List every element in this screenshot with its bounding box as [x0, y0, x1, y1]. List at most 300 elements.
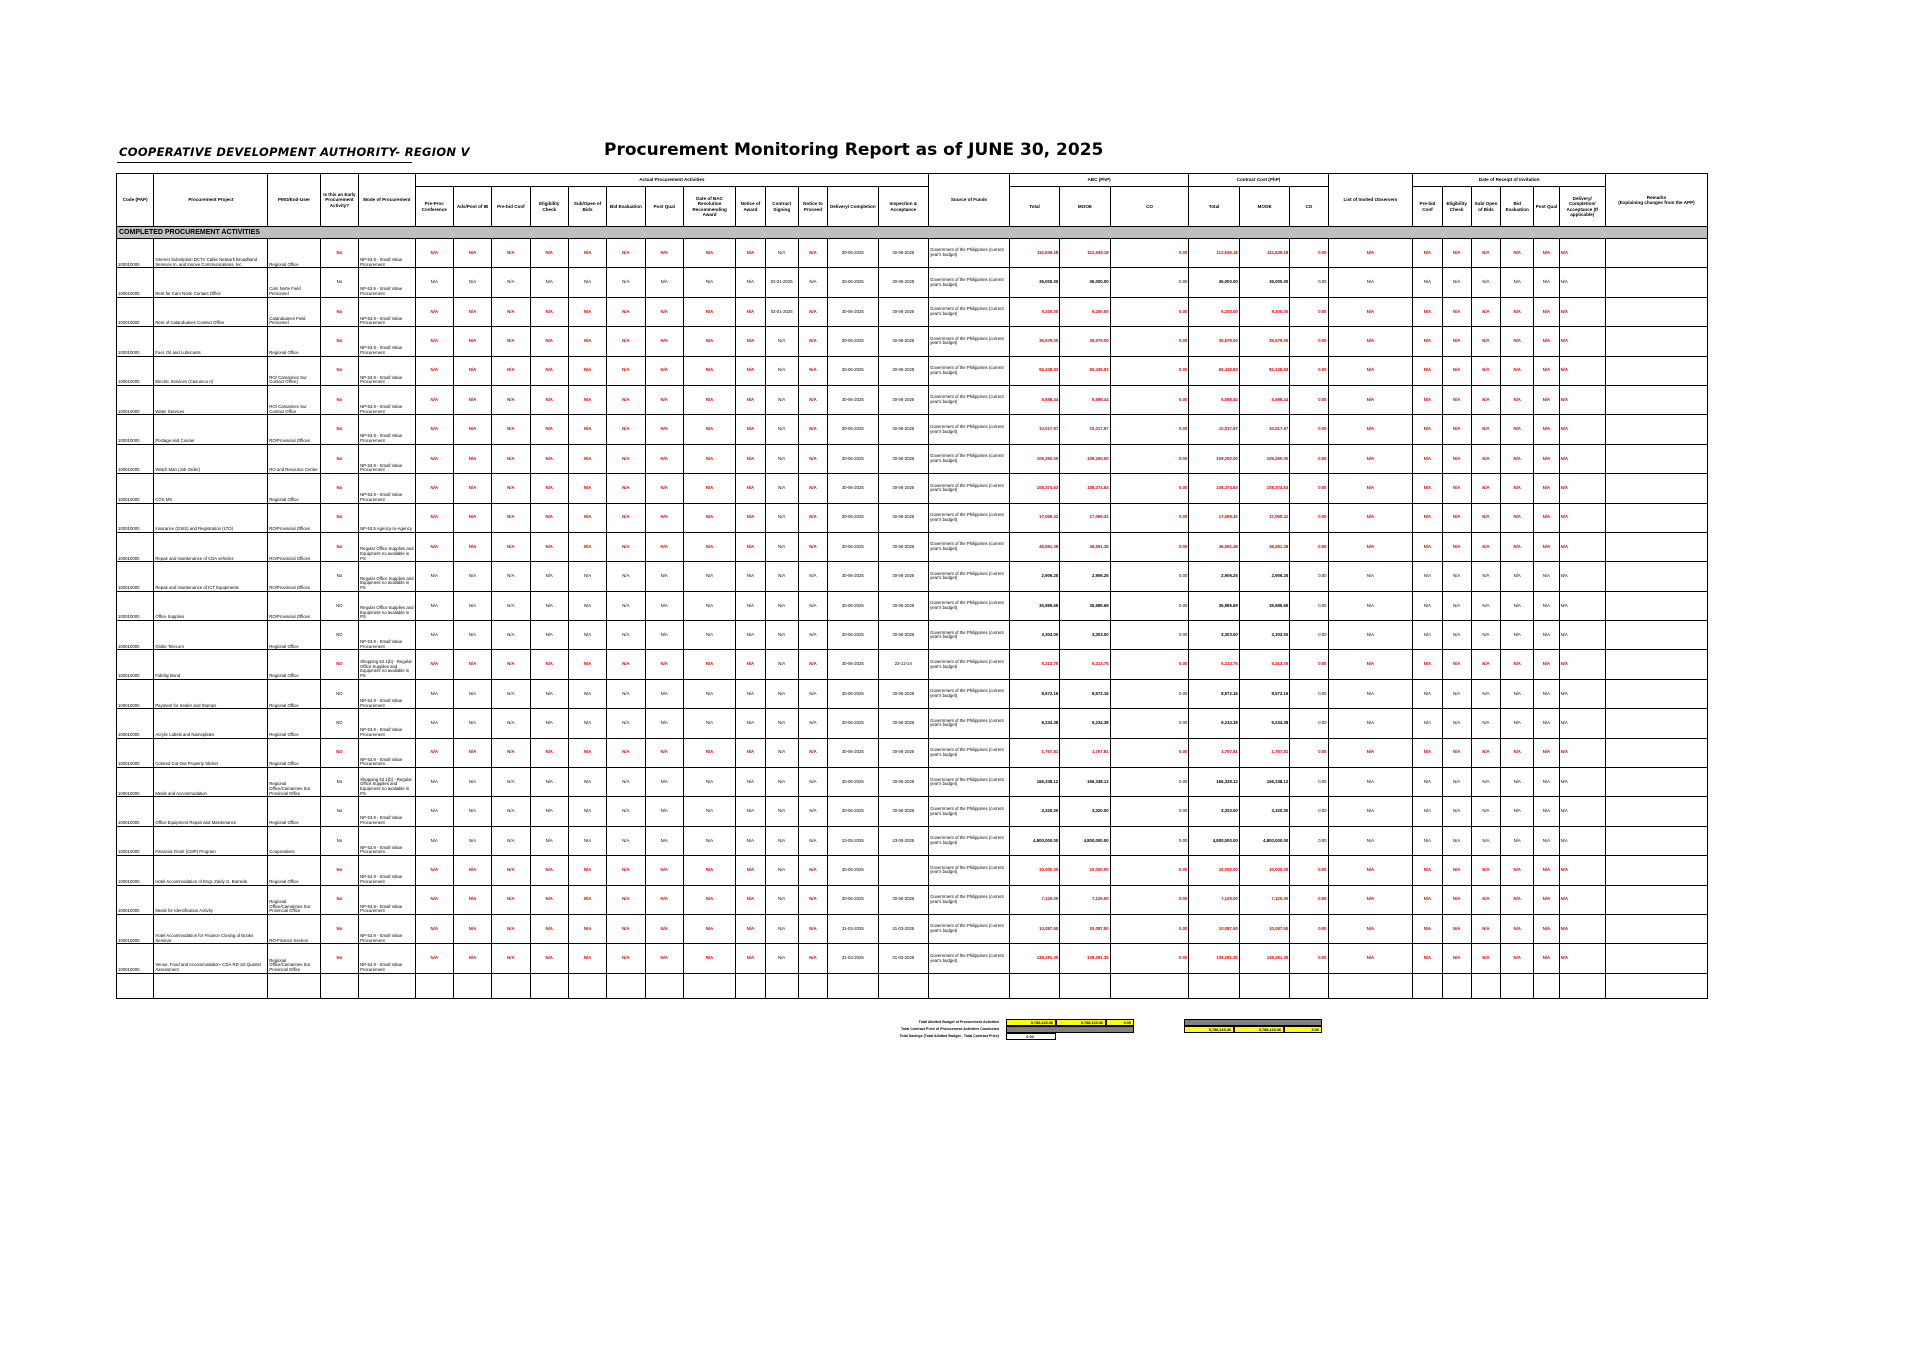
- table-row: [117, 885, 1708, 914]
- total-allotted-mooe: 5,788,123.36: [1056, 1019, 1106, 1026]
- preproc-cell: N/A: [415, 679, 453, 708]
- remarks-cell: [1605, 797, 1707, 826]
- abc-mooe-cell: 3,320.00: [1060, 797, 1110, 826]
- abc-co-cell: 0.00: [1110, 239, 1189, 268]
- code-cell: 100010000: [117, 914, 154, 943]
- postqual-cell: N/A: [645, 474, 683, 503]
- observers-cell: N/A: [1328, 297, 1413, 326]
- project-cell: Office Supplies: [154, 591, 268, 620]
- early-cell: No: [320, 444, 358, 473]
- table-row: [117, 856, 1708, 885]
- subopen-cell: N/A: [568, 944, 606, 973]
- inv-post-cell: N/A: [1534, 591, 1559, 620]
- preproc-cell: N/A: [415, 532, 453, 561]
- ntp-cell: N/A: [798, 621, 827, 650]
- noa-cell: N/A: [736, 415, 765, 444]
- bac-cell: N/A: [683, 621, 735, 650]
- table-row: [117, 650, 1708, 679]
- funds-cell: Government of the Philippines (current year's budget): [929, 768, 1010, 797]
- inv-sub-cell: N/A: [1471, 239, 1500, 268]
- prebid-cell: N/A: [492, 474, 530, 503]
- empty-cell: [878, 973, 929, 998]
- cc-mooe-cell: 9,234.38: [1239, 709, 1289, 738]
- total-allotted-label: Total Allotted Budget of Procurement Activities: [918, 1020, 999, 1024]
- mode-cell: Regular Office Supplies and Equipment no available in PS: [359, 532, 415, 561]
- preproc-cell: N/A: [415, 650, 453, 679]
- inspection-cell: 30-06-2025: [878, 621, 929, 650]
- contract-signing-cell: N/A: [765, 415, 798, 444]
- abc-mooe-cell: 108,374.63: [1060, 474, 1110, 503]
- bideval-cell: N/A: [607, 385, 645, 414]
- project-cell: Meals and Accommodation: [154, 768, 268, 797]
- code-cell: 100010000: [117, 268, 154, 297]
- elig-cell: N/A: [530, 679, 568, 708]
- remarks-cell: [1605, 768, 1707, 797]
- noa-cell: N/A: [736, 650, 765, 679]
- abc-co-cell: 0.00: [1110, 650, 1189, 679]
- cc-co-cell: 0.00: [1290, 239, 1328, 268]
- bideval-cell: N/A: [607, 768, 645, 797]
- total-contract-value: 5,788,123.36: [1184, 1026, 1234, 1033]
- subopen-cell: N/A: [568, 797, 606, 826]
- inv-sub-cell: N/A: [1471, 474, 1500, 503]
- delivery-cell: 30-06-2025: [828, 679, 878, 708]
- early-cell: No: [320, 327, 358, 356]
- inv-elig-cell: N/A: [1442, 297, 1471, 326]
- remarks-cell: [1605, 562, 1707, 591]
- ads-cell: N/A: [453, 239, 491, 268]
- ntp-cell: N/A: [798, 797, 827, 826]
- bac-cell: N/A: [683, 591, 735, 620]
- inv-prebid-cell: N/A: [1413, 532, 1442, 561]
- cc-total-cell: 92,438.93: [1189, 356, 1239, 385]
- elig-cell: N/A: [530, 885, 568, 914]
- inv-delivery-cell: N/A: [1559, 679, 1605, 708]
- cc-mooe-cell: 109,250.00: [1239, 444, 1289, 473]
- observers-cell: N/A: [1328, 503, 1413, 532]
- funds-cell: Government of the Philippines (current year's budget): [929, 856, 1010, 885]
- preproc-cell: N/A: [415, 356, 453, 385]
- preproc-cell: N/A: [415, 385, 453, 414]
- cc-mooe-cell: 17,069.32: [1239, 503, 1289, 532]
- inv-bideval-cell: N/A: [1501, 327, 1534, 356]
- inv-elig-cell: N/A: [1442, 444, 1471, 473]
- inv-prebid-cell: N/A: [1413, 797, 1442, 826]
- ads-cell: N/A: [453, 562, 491, 591]
- elig-cell: N/A: [530, 591, 568, 620]
- funds-cell: Government of the Philippines (current year's budget): [929, 944, 1010, 973]
- contract-signing-cell: N/A: [765, 797, 798, 826]
- bac-cell: N/A: [683, 797, 735, 826]
- early-cell: No: [320, 885, 358, 914]
- abc-mooe-cell: 92,438.93: [1060, 356, 1110, 385]
- observers-cell: N/A: [1328, 268, 1413, 297]
- empty-cell: [1471, 973, 1500, 998]
- inv-sub-cell: N/A: [1471, 591, 1500, 620]
- cc-mooe-cell: 7,125.00: [1239, 885, 1289, 914]
- cc-co-cell: 0.00: [1290, 444, 1328, 473]
- early-cell: No: [320, 385, 358, 414]
- preproc-cell: N/A: [415, 944, 453, 973]
- pmo-cell: Regional Office: [268, 797, 320, 826]
- col-observers: List of Invited Observers: [1328, 174, 1413, 227]
- subopen-cell: N/A: [568, 297, 606, 326]
- report-title: Procurement Monitoring Report as of JUNE 30, 2025: [604, 140, 1104, 160]
- empty-cell: [530, 973, 568, 998]
- elig-cell: N/A: [530, 268, 568, 297]
- delivery-cell: 31-03-2025: [828, 914, 878, 943]
- noa-cell: N/A: [736, 532, 765, 561]
- postqual-cell: N/A: [645, 914, 683, 943]
- table-row: [117, 797, 1708, 826]
- elig-cell: N/A: [530, 532, 568, 561]
- noa-cell: N/A: [736, 385, 765, 414]
- early-cell: No: [320, 268, 358, 297]
- empty-cell: [320, 973, 358, 998]
- elig-cell: N/A: [530, 826, 568, 855]
- inv-delivery-cell: N/A: [1559, 327, 1605, 356]
- elig-cell: N/A: [530, 709, 568, 738]
- cc-mooe-cell: 166,338.12: [1239, 768, 1289, 797]
- project-cell: Watch Man (Job Order): [154, 444, 268, 473]
- early-cell: No: [320, 914, 358, 943]
- cc-mooe-cell: 10,087.50: [1239, 914, 1289, 943]
- cc-total-cell: 7,125.00: [1189, 885, 1239, 914]
- contract-signing-cell: N/A: [765, 444, 798, 473]
- subopen-cell: N/A: [568, 738, 606, 767]
- inv-sub-cell: N/A: [1471, 621, 1500, 650]
- prebid-cell: N/A: [492, 503, 530, 532]
- noa-cell: N/A: [736, 239, 765, 268]
- remarks-cell: [1605, 239, 1707, 268]
- abc-total-cell: 10,017.97: [1009, 415, 1059, 444]
- postqual-cell: N/A: [645, 385, 683, 414]
- contract-signing-cell: N/A: [765, 914, 798, 943]
- empty-cell: [453, 973, 491, 998]
- cc-total-cell: 35,579.00: [1189, 327, 1239, 356]
- preproc-cell: N/A: [415, 268, 453, 297]
- elig-cell: N/A: [530, 621, 568, 650]
- col-cc-total: Total: [1189, 187, 1239, 227]
- inv-sub-cell: N/A: [1471, 856, 1500, 885]
- total-savings-value: 0.00: [1006, 1033, 1056, 1040]
- col-delivery: Delivery/ Completion: [828, 187, 878, 227]
- contract-signing-cell: N/A: [765, 768, 798, 797]
- inv-sub-cell: N/A: [1471, 826, 1500, 855]
- col-elig: Eligibility Check: [530, 187, 568, 227]
- cc-mooe-cell: 1,757.81: [1239, 738, 1289, 767]
- inspection-cell: 30-06-2025: [878, 591, 929, 620]
- delivery-cell: 30-06-2025: [828, 738, 878, 767]
- inv-post-cell: N/A: [1534, 297, 1559, 326]
- pmo-cell: Regional Office: [268, 650, 320, 679]
- cc-co-cell: 0.00: [1290, 885, 1328, 914]
- table-row: [117, 385, 1708, 414]
- mode-cell: NP-53.9 - Small Value Procurement: [359, 327, 415, 356]
- delivery-cell: 30-06-2025: [828, 503, 878, 532]
- noa-cell: N/A: [736, 856, 765, 885]
- early-cell: No: [320, 297, 358, 326]
- remarks-cell: [1605, 327, 1707, 356]
- cc-total-cell: 1,757.81: [1189, 738, 1239, 767]
- abc-co-cell: 0.00: [1110, 826, 1189, 855]
- inv-bideval-cell: N/A: [1501, 474, 1534, 503]
- observers-cell: N/A: [1328, 856, 1413, 885]
- cc-co-cell: 0.00: [1290, 591, 1328, 620]
- cc-co-cell: 0.00: [1290, 297, 1328, 326]
- col-postqual: Post Qual: [645, 187, 683, 227]
- inv-bideval-cell: N/A: [1501, 415, 1534, 444]
- project-cell: Hotel Accommodation for Finance Closing of Books Seminar: [154, 914, 268, 943]
- inv-delivery-cell: N/A: [1559, 914, 1605, 943]
- cc-total-cell: 112,639.18: [1189, 239, 1239, 268]
- abc-co-cell: 0.00: [1110, 797, 1189, 826]
- abc-co-cell: 0.00: [1110, 738, 1189, 767]
- early-cell: No: [320, 856, 358, 885]
- inspection-cell: 30-06-2025: [878, 415, 929, 444]
- inv-bideval-cell: N/A: [1501, 797, 1534, 826]
- code-cell: 100010000: [117, 239, 154, 268]
- postqual-cell: N/A: [645, 797, 683, 826]
- col-prebid: Pre-bid Conf: [492, 187, 530, 227]
- remarks-cell: [1605, 474, 1707, 503]
- funds-cell: Government of the Philippines (current year's budget): [929, 885, 1010, 914]
- observers-cell: N/A: [1328, 239, 1413, 268]
- postqual-cell: N/A: [645, 562, 683, 591]
- abc-total-cell: 112,639.18: [1009, 239, 1059, 268]
- early-cell: NO: [320, 679, 358, 708]
- code-cell: 100010000: [117, 532, 154, 561]
- preproc-cell: N/A: [415, 621, 453, 650]
- cc-co-cell: 0.00: [1290, 474, 1328, 503]
- table-row: [117, 679, 1708, 708]
- mode-cell: NP-53.9 - Small Value Procurement: [359, 356, 415, 385]
- project-cell: COS MS: [154, 474, 268, 503]
- cc-mooe-cell: 139,281.35: [1239, 944, 1289, 973]
- abc-mooe-cell: 5,598.44: [1060, 385, 1110, 414]
- empty-cell: [1559, 973, 1605, 998]
- inv-elig-cell: N/A: [1442, 327, 1471, 356]
- preproc-cell: N/A: [415, 591, 453, 620]
- remarks-cell: [1605, 356, 1707, 385]
- prebid-cell: N/A: [492, 856, 530, 885]
- observers-cell: N/A: [1328, 621, 1413, 650]
- abc-co-cell: 0.00: [1110, 444, 1189, 473]
- abc-co-cell: 0.00: [1110, 356, 1189, 385]
- cc-co-cell: 0.00: [1290, 650, 1328, 679]
- subopen-cell: N/A: [568, 650, 606, 679]
- observers-cell: N/A: [1328, 914, 1413, 943]
- prebid-cell: N/A: [492, 621, 530, 650]
- inv-sub-cell: N/A: [1471, 768, 1500, 797]
- inv-sub-cell: N/A: [1471, 532, 1500, 561]
- col-mode: Mode of Procurement: [359, 174, 415, 227]
- inv-elig-cell: N/A: [1442, 885, 1471, 914]
- col-inspection: Inspection & Acceptance: [878, 187, 929, 227]
- cc-total-cell: 3,303.00: [1189, 621, 1239, 650]
- cc-total-cell: 5,598.44: [1189, 385, 1239, 414]
- prebid-cell: N/A: [492, 914, 530, 943]
- cc-co-cell: 0.00: [1290, 944, 1328, 973]
- cc-total-cell: 109,250.00: [1189, 444, 1239, 473]
- remarks-cell: [1605, 591, 1707, 620]
- bac-cell: N/A: [683, 385, 735, 414]
- preproc-cell: N/A: [415, 444, 453, 473]
- abc-mooe-cell: 3,303.00: [1060, 621, 1110, 650]
- empty-cell: [929, 973, 1010, 998]
- ntp-cell: N/A: [798, 239, 827, 268]
- contract-signing-cell: N/A: [765, 385, 798, 414]
- subopen-cell: N/A: [568, 562, 606, 591]
- cc-total-cell: 36,000.00: [1189, 268, 1239, 297]
- remarks-cell: [1605, 914, 1707, 943]
- col-remarks: [1605, 174, 1707, 227]
- bac-cell: N/A: [683, 768, 735, 797]
- col-bac: Date of BAC Resolution Recommending Award: [683, 187, 735, 227]
- inv-delivery-cell: N/A: [1559, 503, 1605, 532]
- project-cell: Venue, Food and Accommodation- CDA RD 1st Quarter Assessment: [154, 944, 268, 973]
- pmo-cell: Catanduanes Field Personnel: [268, 297, 320, 326]
- project-cell: Globe Telecom: [154, 621, 268, 650]
- bac-cell: N/A: [683, 944, 735, 973]
- cc-total-cell: 10,087.50: [1189, 914, 1239, 943]
- abc-co-cell: 0.00: [1110, 856, 1189, 885]
- inspection-cell: 30-06-2025: [878, 297, 929, 326]
- bideval-cell: N/A: [607, 532, 645, 561]
- abc-total-cell: 1,757.81: [1009, 738, 1059, 767]
- inv-sub-cell: N/A: [1471, 268, 1500, 297]
- contract-signing-cell: N/A: [765, 679, 798, 708]
- mode-cell: NP-53.9 - Small Value Procurement: [359, 826, 415, 855]
- empty-cell: [798, 973, 827, 998]
- cc-total-cell: 10,017.97: [1189, 415, 1239, 444]
- noa-cell: N/A: [736, 474, 765, 503]
- abc-mooe-cell: 10,000.00: [1060, 856, 1110, 885]
- inv-delivery-cell: N/A: [1559, 885, 1605, 914]
- abc-mooe-cell: 35,579.00: [1060, 327, 1110, 356]
- prebid-cell: N/A: [492, 239, 530, 268]
- abc-co-cell: 0.00: [1110, 327, 1189, 356]
- postqual-cell: N/A: [645, 709, 683, 738]
- elig-cell: N/A: [530, 768, 568, 797]
- inv-post-cell: N/A: [1534, 327, 1559, 356]
- code-cell: 100010000: [117, 356, 154, 385]
- remarks-cell: [1605, 532, 1707, 561]
- ntp-cell: N/A: [798, 474, 827, 503]
- table-row: [117, 474, 1708, 503]
- inspection-cell: 23-05-2025: [878, 826, 929, 855]
- inv-prebid-cell: N/A: [1413, 562, 1442, 591]
- project-cell: Postage and Courier: [154, 415, 268, 444]
- col-preproc: Pre-Proc Conference: [415, 187, 453, 227]
- inv-prebid-cell: N/A: [1413, 768, 1442, 797]
- prebid-cell: N/A: [492, 709, 530, 738]
- funds-cell: Government of the Philippines (current year's budget): [929, 239, 1010, 268]
- preproc-cell: N/A: [415, 327, 453, 356]
- inv-prebid-cell: N/A: [1413, 856, 1442, 885]
- abc-total-cell: 5,598.44: [1009, 385, 1059, 414]
- postqual-cell: N/A: [645, 444, 683, 473]
- project-cell: Internet Subsription DCTV Cable Network Broadband Services In. and Innove Communications, Inc.: [154, 239, 268, 268]
- subopen-cell: N/A: [568, 532, 606, 561]
- cc-total-cell: 8,572.16: [1189, 679, 1239, 708]
- ntp-cell: N/A: [798, 826, 827, 855]
- elig-cell: N/A: [530, 327, 568, 356]
- inv-delivery-cell: N/A: [1559, 650, 1605, 679]
- postqual-cell: N/A: [645, 503, 683, 532]
- abc-mooe-cell: 10,017.97: [1060, 415, 1110, 444]
- code-cell: 100010000: [117, 885, 154, 914]
- total-allotted-contract-fill: [1184, 1019, 1322, 1026]
- cc-co-cell: 0.00: [1290, 562, 1328, 591]
- inv-post-cell: N/A: [1534, 944, 1559, 973]
- cc-total-cell: 9,234.38: [1189, 709, 1239, 738]
- empty-cell: [736, 973, 765, 998]
- noa-cell: N/A: [736, 327, 765, 356]
- ntp-cell: N/A: [798, 356, 827, 385]
- ads-cell: N/A: [453, 621, 491, 650]
- ads-cell: N/A: [453, 503, 491, 532]
- empty-cell: [1413, 973, 1442, 998]
- prebid-cell: N/A: [492, 327, 530, 356]
- cc-mooe-cell: 10,000.00: [1239, 856, 1289, 885]
- inv-bideval-cell: N/A: [1501, 444, 1534, 473]
- abc-co-cell: 0.00: [1110, 709, 1189, 738]
- funds-cell: Government of the Philippines (current year's budget): [929, 562, 1010, 591]
- funds-cell: Government of the Philippines (current year's budget): [929, 650, 1010, 679]
- inv-delivery-cell: N/A: [1559, 356, 1605, 385]
- abc-total-cell: 36,000.00: [1009, 268, 1059, 297]
- cc-total-cell: 108,374.63: [1189, 474, 1239, 503]
- project-cell: Financial Grant (CMP) Program: [154, 826, 268, 855]
- cc-mooe-cell: 108,374.63: [1239, 474, 1289, 503]
- observers-cell: N/A: [1328, 826, 1413, 855]
- inv-delivery-cell: N/A: [1559, 944, 1605, 973]
- bac-cell: N/A: [683, 327, 735, 356]
- abc-total-cell: 10,087.50: [1009, 914, 1059, 943]
- inv-bideval-cell: N/A: [1501, 239, 1534, 268]
- abc-co-cell: 0.00: [1110, 591, 1189, 620]
- bideval-cell: N/A: [607, 297, 645, 326]
- abc-total-cell: 5,213.75: [1009, 650, 1059, 679]
- inv-elig-cell: N/A: [1442, 474, 1471, 503]
- inv-prebid-cell: N/A: [1413, 591, 1442, 620]
- mode-cell: NP-53.9 - Small Value Procurement: [359, 621, 415, 650]
- organization-underline: [117, 162, 412, 163]
- bac-cell: N/A: [683, 856, 735, 885]
- abc-mooe-cell: 17,069.32: [1060, 503, 1110, 532]
- elig-cell: N/A: [530, 797, 568, 826]
- prebid-cell: N/A: [492, 679, 530, 708]
- ads-cell: N/A: [453, 914, 491, 943]
- table-row: [117, 356, 1708, 385]
- inv-post-cell: N/A: [1534, 415, 1559, 444]
- funds-cell: Government of the Philippines (current year's budget): [929, 914, 1010, 943]
- inv-prebid-cell: N/A: [1413, 885, 1442, 914]
- early-cell: NO: [320, 591, 358, 620]
- abc-total-cell: 17,069.32: [1009, 503, 1059, 532]
- mode-cell: Shopping 52.1(b) - Regular Office Supplies and Equipment no available in PS: [359, 768, 415, 797]
- elig-cell: N/A: [530, 356, 568, 385]
- remarks-title: Remarks: [1646, 194, 1667, 200]
- inspection-cell: 30-06-2025: [878, 239, 929, 268]
- bac-cell: N/A: [683, 914, 735, 943]
- table-row: [117, 268, 1708, 297]
- subopen-cell: N/A: [568, 268, 606, 297]
- col-inv-sub: Sub/ Open of Bids: [1471, 187, 1500, 227]
- bideval-cell: N/A: [607, 797, 645, 826]
- ntp-cell: N/A: [798, 503, 827, 532]
